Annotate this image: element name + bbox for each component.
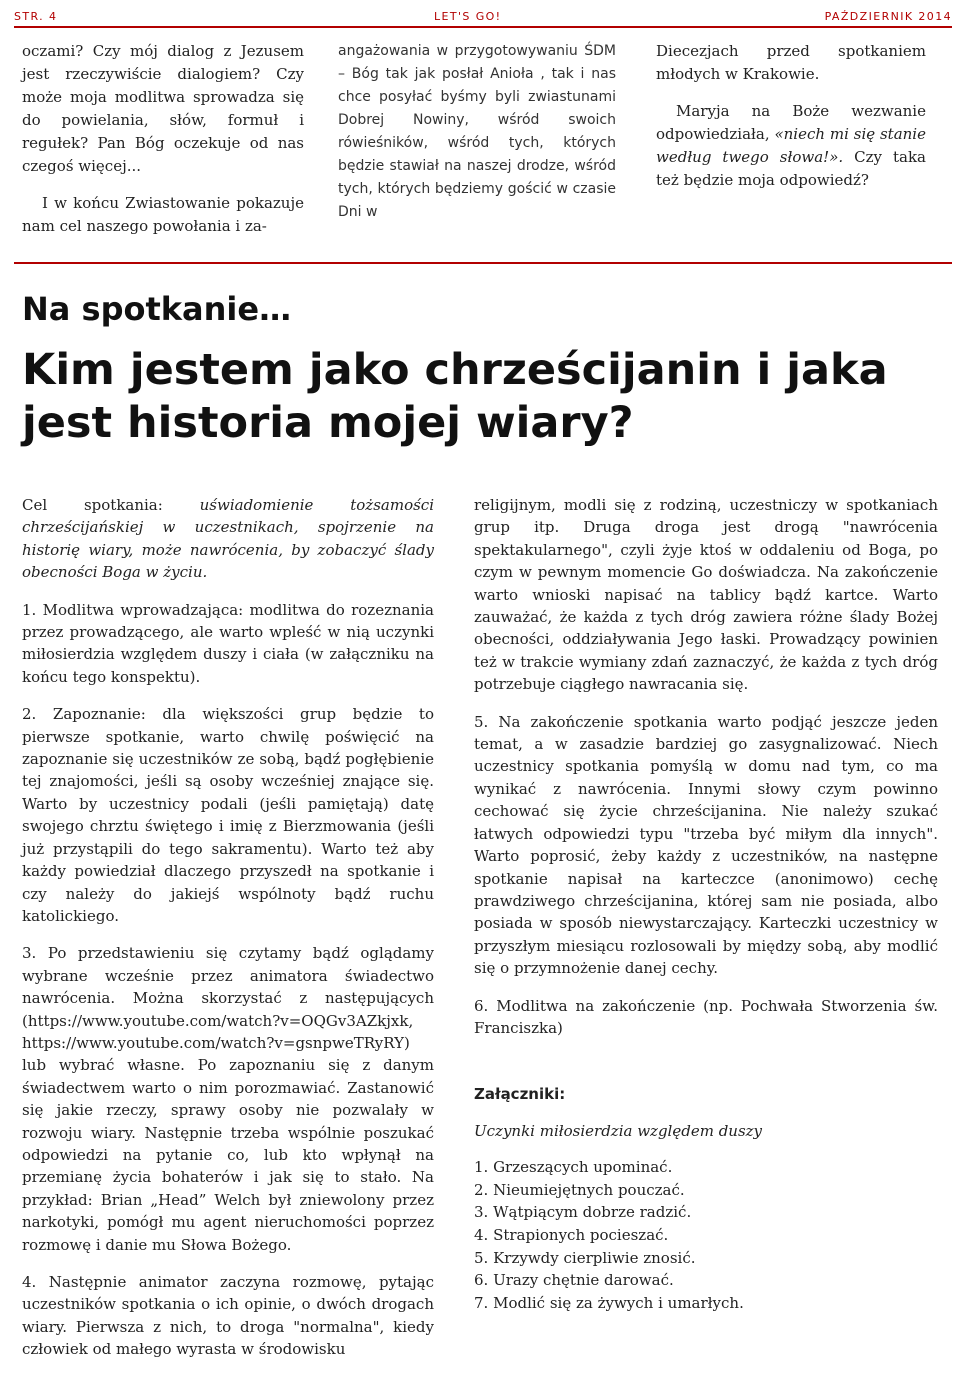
spiritual-works-list — [474, 1156, 938, 1314]
list-item: 2. Nieumiejętnych pouczać. — [474, 1180, 685, 1199]
page-number: STR. 4 — [14, 10, 58, 23]
top-col1-paragraph-1: oczami? Czy mój dialog z Jezusem jest rzeczywiście dialogiem? Czy może moja modlitwa sprowadza się do powielania, słów, formuł i regułek? Pan Bóg oczekuje od nas czegoś więcej... — [22, 42, 304, 175]
list-item: 5. Krzywdy cierpliwie znosić. — [474, 1248, 696, 1267]
top-col3-text-a: Maryja na Boże wezwanie odpowiedziała, — [656, 102, 926, 143]
attachments-subheading: Uczynki miłosierdzia względem duszy — [474, 1121, 763, 1140]
list-item: 1. Grzeszących upominać. — [474, 1158, 673, 1177]
top-col3-paragraph-1: Diecezjach przed spotkaniem młodych w Krakowie. — [656, 42, 926, 83]
article-left-column — [22, 494, 434, 1361]
section-divider — [14, 262, 952, 264]
article-title: Kim jestem jako chrześcijanin i jaka jest historia mojej wiary? — [22, 345, 888, 448]
list-item: 3. Wątpiącym dobrze radzić. — [474, 1203, 692, 1222]
top-column-3 — [656, 40, 926, 192]
list-item: 7. Modlić się za żywych i umarłych. — [474, 1293, 744, 1312]
step-2-paragraph: 2. Zapoznanie: dla większości grup będzie to pierwsze spotkanie, warto chwilę poświęcić na zapoznanie się uczestników ze sobą, bądź pogłębienie tej znajomości, jeśli są osoby wcześniej znające się. Warto by uczestnicy podali (jeśli pamiętają) datę swojego chrztu świętego i imię z Bierzmowania (jeśli już przystąpili do tego sakramentu). Warto też aby każdy powiedział dlaczego przyszedł na spotkanie i czy należy do jakiejś wspólnoty bądź ruchu katolickiego. — [22, 705, 434, 925]
top-column-1 — [22, 40, 304, 238]
article-right-column — [474, 494, 938, 1314]
list-item: 6. Urazy chętnie darować. — [474, 1271, 674, 1290]
step-4-continuation: religijnym, modli się z rodziną, uczestniczy w spotkaniach grup itp. Druga droga jest drogą "nawrócenia spektakularnego", czyli żyje ktoś w oddaleniu od Boga, po czym w pewnym momencie Go doświadcza. Na zakończenie warto wnioski napisać na tablicy bądź kartce. Warto zauważać, że każda z tych dróg zawiera różne ślady Bożej obecności, oddziaływania Jego łaski. Prowadzący powinien też w trakcie wymiany zdań zaznaczyć, że każda z tych dróg potrzebuje ciągłego nawracania się. — [474, 496, 938, 694]
step-5-paragraph: 5. Na zakończenie spotkania warto podjąć jeszcze jeden temat, a w zasadzie bardziej go zasygnalizować. Niech uczestnicy spotkania pomyślą w domu nad tym, co ma wynikać z nawrócenia. Innymi słowy czym powinno cechować się życie chrześcijanina. Nie należy szukać łatwych odpowiedzi typu "trzeba być miłym dla innych". Warto poprosić, żeby każdy z uczestników, na następne spotkanie napisał na karteczce (anonimowo) cechę prawdziwego chrześcijanina, której sam nie posiada, albo posiada w sposób niewystarczający. Karteczki uczestnicy w przyszłym miesiącu rozlosowali by między sobą, aby modlić się o przymnożenie danej cechy. — [474, 712, 938, 978]
page-header — [14, 6, 952, 30]
top-column-2 — [338, 40, 616, 224]
meeting-goal — [22, 494, 434, 584]
step-6-paragraph: 6. Modlitwa na zakończenie (np. Pochwała Stworzenia św. Franciszka) — [474, 996, 938, 1037]
step-3-paragraph: 3. Po przedstawieniu się czytamy bądź oglądamy wybrane wcześnie przez animatora świadectwo nawrócenia. Można skorzystać z następujących (https://www.youtube.com/watch?v=OQGv3AZkjxk, https://www.youtube.com/watch?v=gsnpweTRyRY) lub wybrać własne. Po zapoznaniu się z danym świadectwem warto o nim porozmawiać. Zastanowić się jakie rzeczy, sprawy osoby nie pozwalały w rozwoju wiary. Następnie trzeba wspólnie poszukać odpowiedzi na pytanie co, lub kto wpłynął na przemianę życia bohaterów i jak się to stało. Na przykład: Brian „Head” Welch był zniewolony przez narkotyki, pomógł mu agent nieruchomości poprzez rozmowę i danie mu Słowa Bożego. — [22, 944, 434, 1254]
top-col3-paragraph-2 — [656, 100, 926, 192]
attachments-heading: Załączniki: — [474, 1085, 566, 1104]
article-kicker: Na spotkanie… — [22, 290, 292, 328]
top-col2-paragraph-1: angażowania w przygotowywaniu ŚDM – Bóg tak jak posłał Anioła , tak i nas chce posyłać byśmy byli zwiastunami Dobrej Nowiny, wśród swoich rówieśników, wśród tych, których będzie stawiał na naszej drodze, wśród tych, których będziemy gościć w czasie Dni w — [338, 43, 616, 220]
header-rule — [14, 26, 952, 28]
goal-text: uświadomienie tożsamości chrześcijańskiej w uczestnikach, spojrzenie na historię wiary, może nawrócenia, by zobaczyć ślady obecności Boga w życiu. — [22, 496, 434, 582]
list-item: 4. Strapionych pocieszać. — [474, 1225, 669, 1244]
step-4-paragraph: 4. Następnie animator zaczyna rozmowę, pytając uczestników spotkania o ich opinie, o dwóch drogach wiary. Pierwsza z nich, to droga "normalna", kiedy człowiek od małego wyrasta w środowisku — [22, 1273, 434, 1359]
top-col1-paragraph-2: I w końcu Zwiastowanie pokazuje nam cel naszego powołania i za- — [22, 194, 304, 235]
issue-date: PAŹDZIERNIK 2014 — [824, 10, 952, 23]
top-col3-quote: «niech mi się stanie według twego słowa!». — [656, 125, 926, 166]
step-1-paragraph: 1. Modlitwa wprowadzająca: modlitwa do rozeznania przez prowadzącego, ale warto wpleść w nią uczynki miłosierdzia względem duszy i ciała (w załączniku na końcu tego konspektu). — [22, 600, 434, 686]
goal-label: Cel spotkania: — [22, 496, 200, 514]
newsletter-name: LET'S GO! — [434, 10, 502, 23]
top-col3-text-c: Czy taka też będzie moja odpowiedź? — [656, 148, 926, 189]
